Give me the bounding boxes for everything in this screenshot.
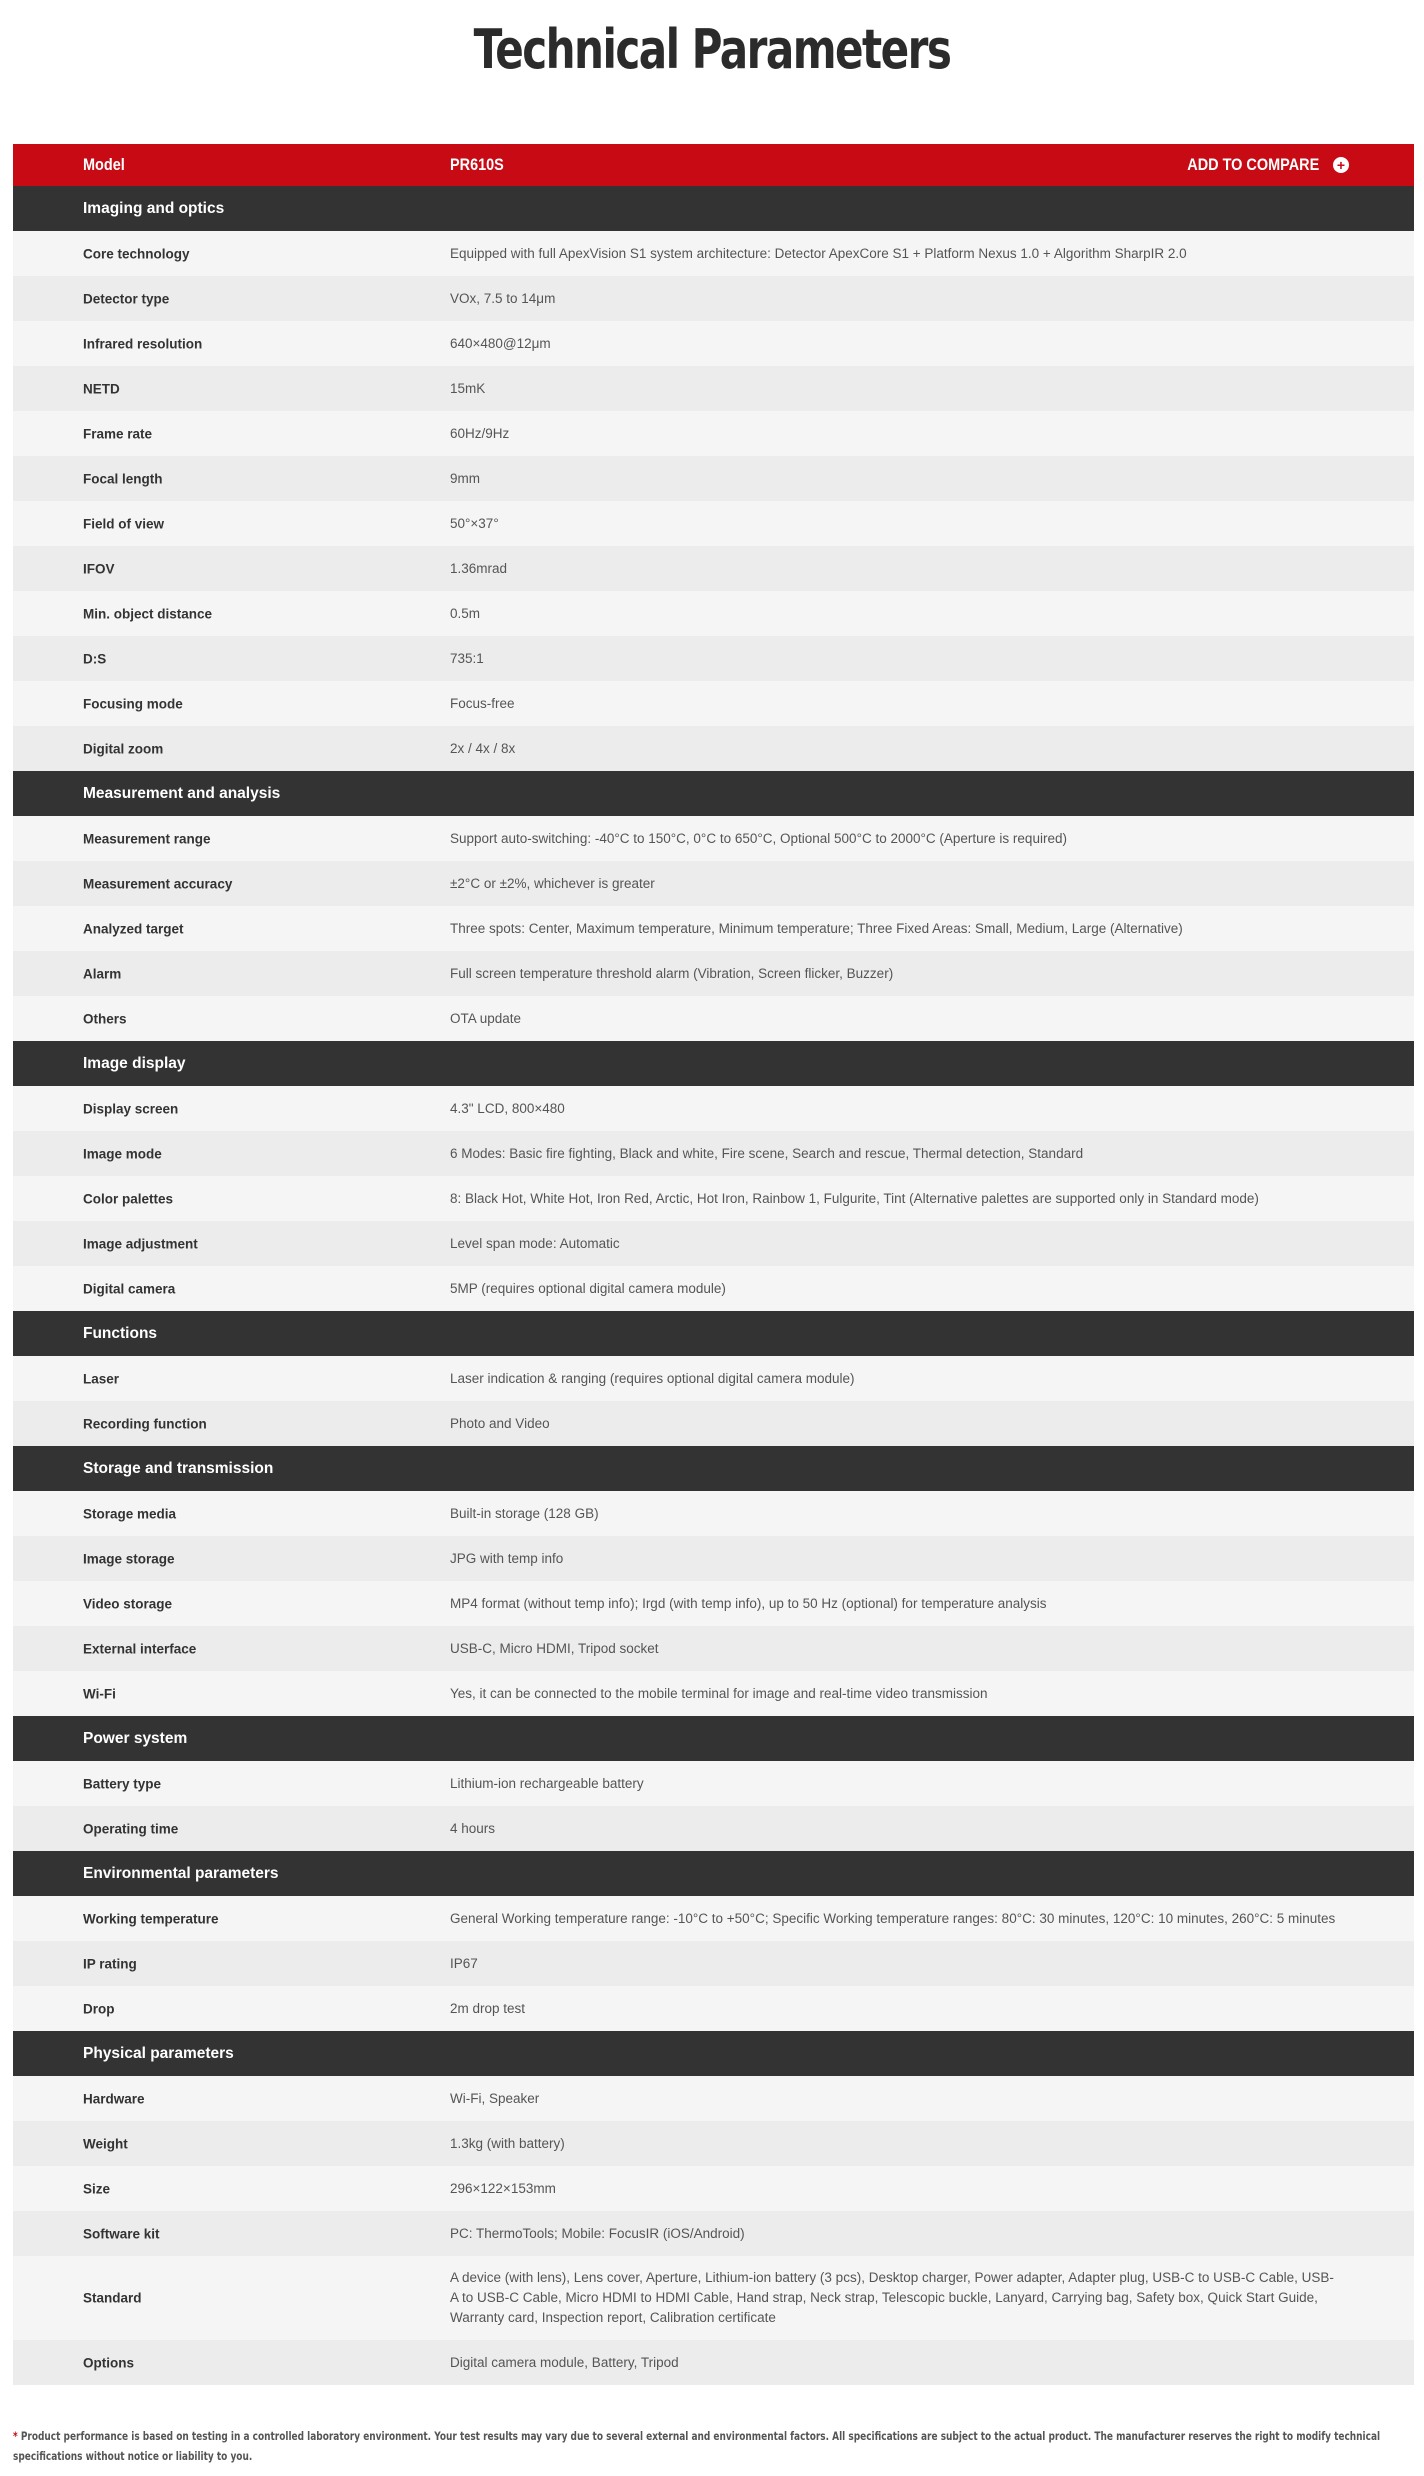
row-value: A device (with lens), Lens cover, Aperture, Lithium-ion battery (3 pcs), Desktop charger, Power adapter, Adapter plug, USB-C to USB-C Cable, USB-A to USB-C Cable, Micro HDMI to HDMI Cable, Hand strap, Neck strap, Telescopic buckle, Lanyard, Carrying bag, Safety box, Quick Start Guide, Warranty card, Inspection report, Calibration certificate (450, 2270, 1334, 2325)
table-row (13, 2166, 1414, 2211)
add-to-compare-button[interactable] (1164, 144, 1349, 186)
row-value: 1.36mrad (450, 560, 508, 576)
table-row (13, 1221, 1414, 1266)
row-value: Built-in storage (128 GB) (450, 1505, 599, 1521)
footnote-star: * (13, 2429, 18, 2443)
row-label: Wi-Fi (83, 1686, 116, 1701)
table-row (13, 726, 1414, 771)
section-rows (13, 1491, 1414, 1716)
table-row (13, 546, 1414, 591)
table-header (13, 144, 1414, 186)
table-row (13, 501, 1414, 546)
row-value: 735:1 (450, 650, 484, 666)
table-row (13, 1761, 1414, 1806)
table-row (13, 1536, 1414, 1581)
section-header (13, 1311, 1414, 1356)
row-value: USB-C, Micro HDMI, Tripod socket (450, 1640, 659, 1656)
section-header (13, 1446, 1414, 1491)
row-value: Yes, it can be connected to the mobile terminal for image and real-time video transmission (450, 1685, 988, 1701)
table-row (13, 2256, 1414, 2340)
row-value: 640×480@12μm (450, 335, 551, 351)
row-label: Core technology (83, 246, 190, 261)
table-row (13, 2211, 1414, 2256)
section-header (13, 771, 1414, 816)
table-row (13, 276, 1414, 321)
section-title: Physical parameters (83, 2045, 234, 2062)
row-label: Size (83, 2181, 111, 2196)
section-rows (13, 2076, 1414, 2385)
row-label: Drop (83, 2001, 115, 2016)
row-label: Image mode (83, 1146, 162, 1161)
row-value: Lithium-ion rechargeable battery (450, 1775, 644, 1791)
table-row (13, 1941, 1414, 1986)
table-row (13, 2076, 1414, 2121)
row-label: Laser (83, 1371, 120, 1386)
section-header (13, 2031, 1414, 2076)
table-row (13, 1131, 1414, 1176)
section-rows (13, 1896, 1414, 2031)
table-row (13, 906, 1414, 951)
row-value: Laser indication & ranging (requires optional digital camera module) (450, 1370, 855, 1386)
row-label: Infrared resolution (83, 336, 203, 351)
section-rows (13, 816, 1414, 1041)
row-label: Others (83, 1011, 127, 1026)
row-label: Measurement range (83, 831, 211, 846)
row-value: Digital camera module, Battery, Tripod (450, 2354, 679, 2370)
row-label: Image adjustment (83, 1236, 198, 1251)
table-row (13, 1086, 1414, 1131)
table-row (13, 1896, 1414, 1941)
model-label: Model (83, 155, 125, 174)
section-header (13, 1851, 1414, 1896)
table-row (13, 1671, 1414, 1716)
row-label: Analyzed target (83, 921, 184, 936)
row-value: Support auto-switching: -40°C to 150°C, 0°C to 650°C, Optional 500°C to 2000°C (Aperture is required) (450, 830, 1067, 846)
row-value: 4 hours (450, 1820, 496, 1836)
row-value: OTA update (450, 1010, 522, 1026)
row-label: Digital camera (83, 1281, 176, 1296)
row-value: 60Hz/9Hz (450, 425, 510, 441)
row-label: IFOV (83, 561, 115, 576)
row-label: Video storage (83, 1596, 173, 1611)
spec-table (13, 144, 1414, 2385)
table-row (13, 1356, 1414, 1401)
table-row (13, 1176, 1414, 1221)
row-label: Detector type (83, 291, 170, 306)
row-value: 1.3kg (with battery) (450, 2135, 565, 2151)
row-label: IP rating (83, 1956, 137, 1971)
page-title: Technical Parameters (473, 18, 951, 81)
row-value: 8: Black Hot, White Hot, Iron Red, Arctic, Hot Iron, Rainbow 1, Fulgurite, Tint (Alternative palettes are supported only in Standard mode) (450, 1190, 1259, 1206)
row-label: Measurement accuracy (83, 876, 233, 891)
section-header (13, 1041, 1414, 1086)
table-row (13, 681, 1414, 726)
row-value: Wi-Fi, Speaker (450, 2090, 540, 2106)
row-value: Full screen temperature threshold alarm (Vibration, Screen flicker, Buzzer) (450, 965, 894, 981)
row-value: 2x / 4x / 8x (450, 740, 516, 756)
row-value: 296×122×153mm (450, 2180, 556, 2196)
row-label: External interface (83, 1641, 197, 1656)
row-value: MP4 format (without temp info); Irgd (with temp info), up to 50 Hz (optional) for temperature analysis (450, 1595, 1047, 1611)
table-row (13, 1806, 1414, 1851)
row-label: Focusing mode (83, 696, 183, 711)
table-row (13, 366, 1414, 411)
row-label: Operating time (83, 1821, 179, 1836)
table-row (13, 1491, 1414, 1536)
row-label: Field of view (83, 516, 165, 531)
section-rows (13, 1086, 1414, 1311)
table-row (13, 1986, 1414, 2031)
table-row (13, 816, 1414, 861)
table-row (13, 1401, 1414, 1446)
row-value: 15mK (450, 380, 486, 396)
row-value: PC: ThermoTools; Mobile: FocusIR (iOS/Android) (450, 2225, 745, 2241)
row-value: VOx, 7.5 to 14μm (450, 290, 556, 306)
section-title: Environmental parameters (83, 1865, 279, 1882)
row-value: Equipped with full ApexVision S1 system architecture: Detector ApexCore S1 + Platform Nexus 1.0 + Algorithm SharpIR 2.0 (450, 245, 1187, 261)
footnote (13, 2426, 1414, 2466)
add-to-compare-label: ADD TO COMPARE (1187, 155, 1319, 174)
section-title: Storage and transmission (83, 1460, 274, 1477)
row-value: 9mm (450, 470, 480, 486)
row-label: Options (83, 2355, 134, 2370)
section-rows (13, 1356, 1414, 1446)
row-label: Software kit (83, 2226, 160, 2241)
row-value: IP67 (450, 1955, 478, 1971)
row-label: Storage media (83, 1506, 177, 1521)
table-row (13, 861, 1414, 906)
row-value: 5MP (requires optional digital camera module) (450, 1280, 726, 1296)
row-label: Display screen (83, 1101, 179, 1116)
row-label: Battery type (83, 1776, 162, 1791)
row-label: Standard (83, 2290, 142, 2306)
row-value: Focus-free (450, 695, 515, 711)
row-label: Hardware (83, 2091, 145, 2106)
row-label: Weight (83, 2136, 128, 2151)
row-label: Alarm (83, 966, 122, 981)
row-value: 2m drop test (450, 2000, 526, 2016)
table-row (13, 231, 1414, 276)
footnote-text: Product performance is based on testing in a controlled laboratory environment. Your test results may vary due to several external and environmental factors. All specifications are subject to the actual product. The manufacturer reserves the right to modify technical specifications without notice or liability to you. (13, 2429, 1381, 2463)
table-row (13, 2340, 1414, 2385)
row-value: JPG with temp info (450, 1550, 564, 1566)
table-row (13, 1626, 1414, 1671)
row-value: ±2°C or ±2%, whichever is greater (450, 875, 655, 891)
section-title: Functions (83, 1325, 158, 1342)
plus-circle-icon: + (1333, 157, 1349, 173)
row-label: Working temperature (83, 1911, 219, 1926)
table-row (13, 951, 1414, 996)
section-title: Imaging and optics (83, 200, 225, 217)
spec-sections (13, 186, 1414, 2385)
row-value: 0.5m (450, 605, 481, 621)
row-label: Color palettes (83, 1191, 174, 1206)
section-header (13, 186, 1414, 231)
section-title: Image display (83, 1055, 186, 1072)
row-label: Focal length (83, 471, 163, 486)
table-row (13, 411, 1414, 456)
row-value: 4.3" LCD, 800×480 (450, 1100, 565, 1116)
table-row (13, 636, 1414, 681)
row-value: Photo and Video (450, 1415, 550, 1431)
section-rows (13, 231, 1414, 771)
row-value: General Working temperature range: -10°C to +50°C; Specific Working temperature ranges: 80°C: 30 minutes, 120°C: 10 minutes, 260°C: 5 minutes (450, 1910, 1336, 1926)
table-row (13, 1581, 1414, 1626)
table-row (13, 591, 1414, 636)
section-header (13, 1716, 1414, 1761)
table-row (13, 321, 1414, 366)
table-row (13, 1266, 1414, 1311)
table-row (13, 456, 1414, 501)
row-label: Frame rate (83, 426, 153, 441)
row-label: D:S (83, 651, 107, 666)
row-label: Recording function (83, 1416, 207, 1431)
model-value: PR610S (450, 155, 504, 174)
section-title: Power system (83, 1730, 188, 1747)
row-label: Min. object distance (83, 606, 213, 621)
row-value: 6 Modes: Basic fire fighting, Black and white, Fire scene, Search and rescue, Thermal detection, Standard (450, 1145, 1084, 1161)
row-value: Level span mode: Automatic (450, 1235, 620, 1251)
table-row (13, 2121, 1414, 2166)
row-label: Image storage (83, 1551, 175, 1566)
row-value: 50°×37° (450, 515, 499, 531)
section-title: Measurement and analysis (83, 785, 281, 802)
row-label: NETD (83, 381, 120, 396)
row-label: Digital zoom (83, 741, 164, 756)
section-rows (13, 1761, 1414, 1851)
row-value: Three spots: Center, Maximum temperature, Minimum temperature; Three Fixed Areas: Small, Medium, Large (Alternative) (450, 920, 1183, 936)
table-row (13, 996, 1414, 1041)
